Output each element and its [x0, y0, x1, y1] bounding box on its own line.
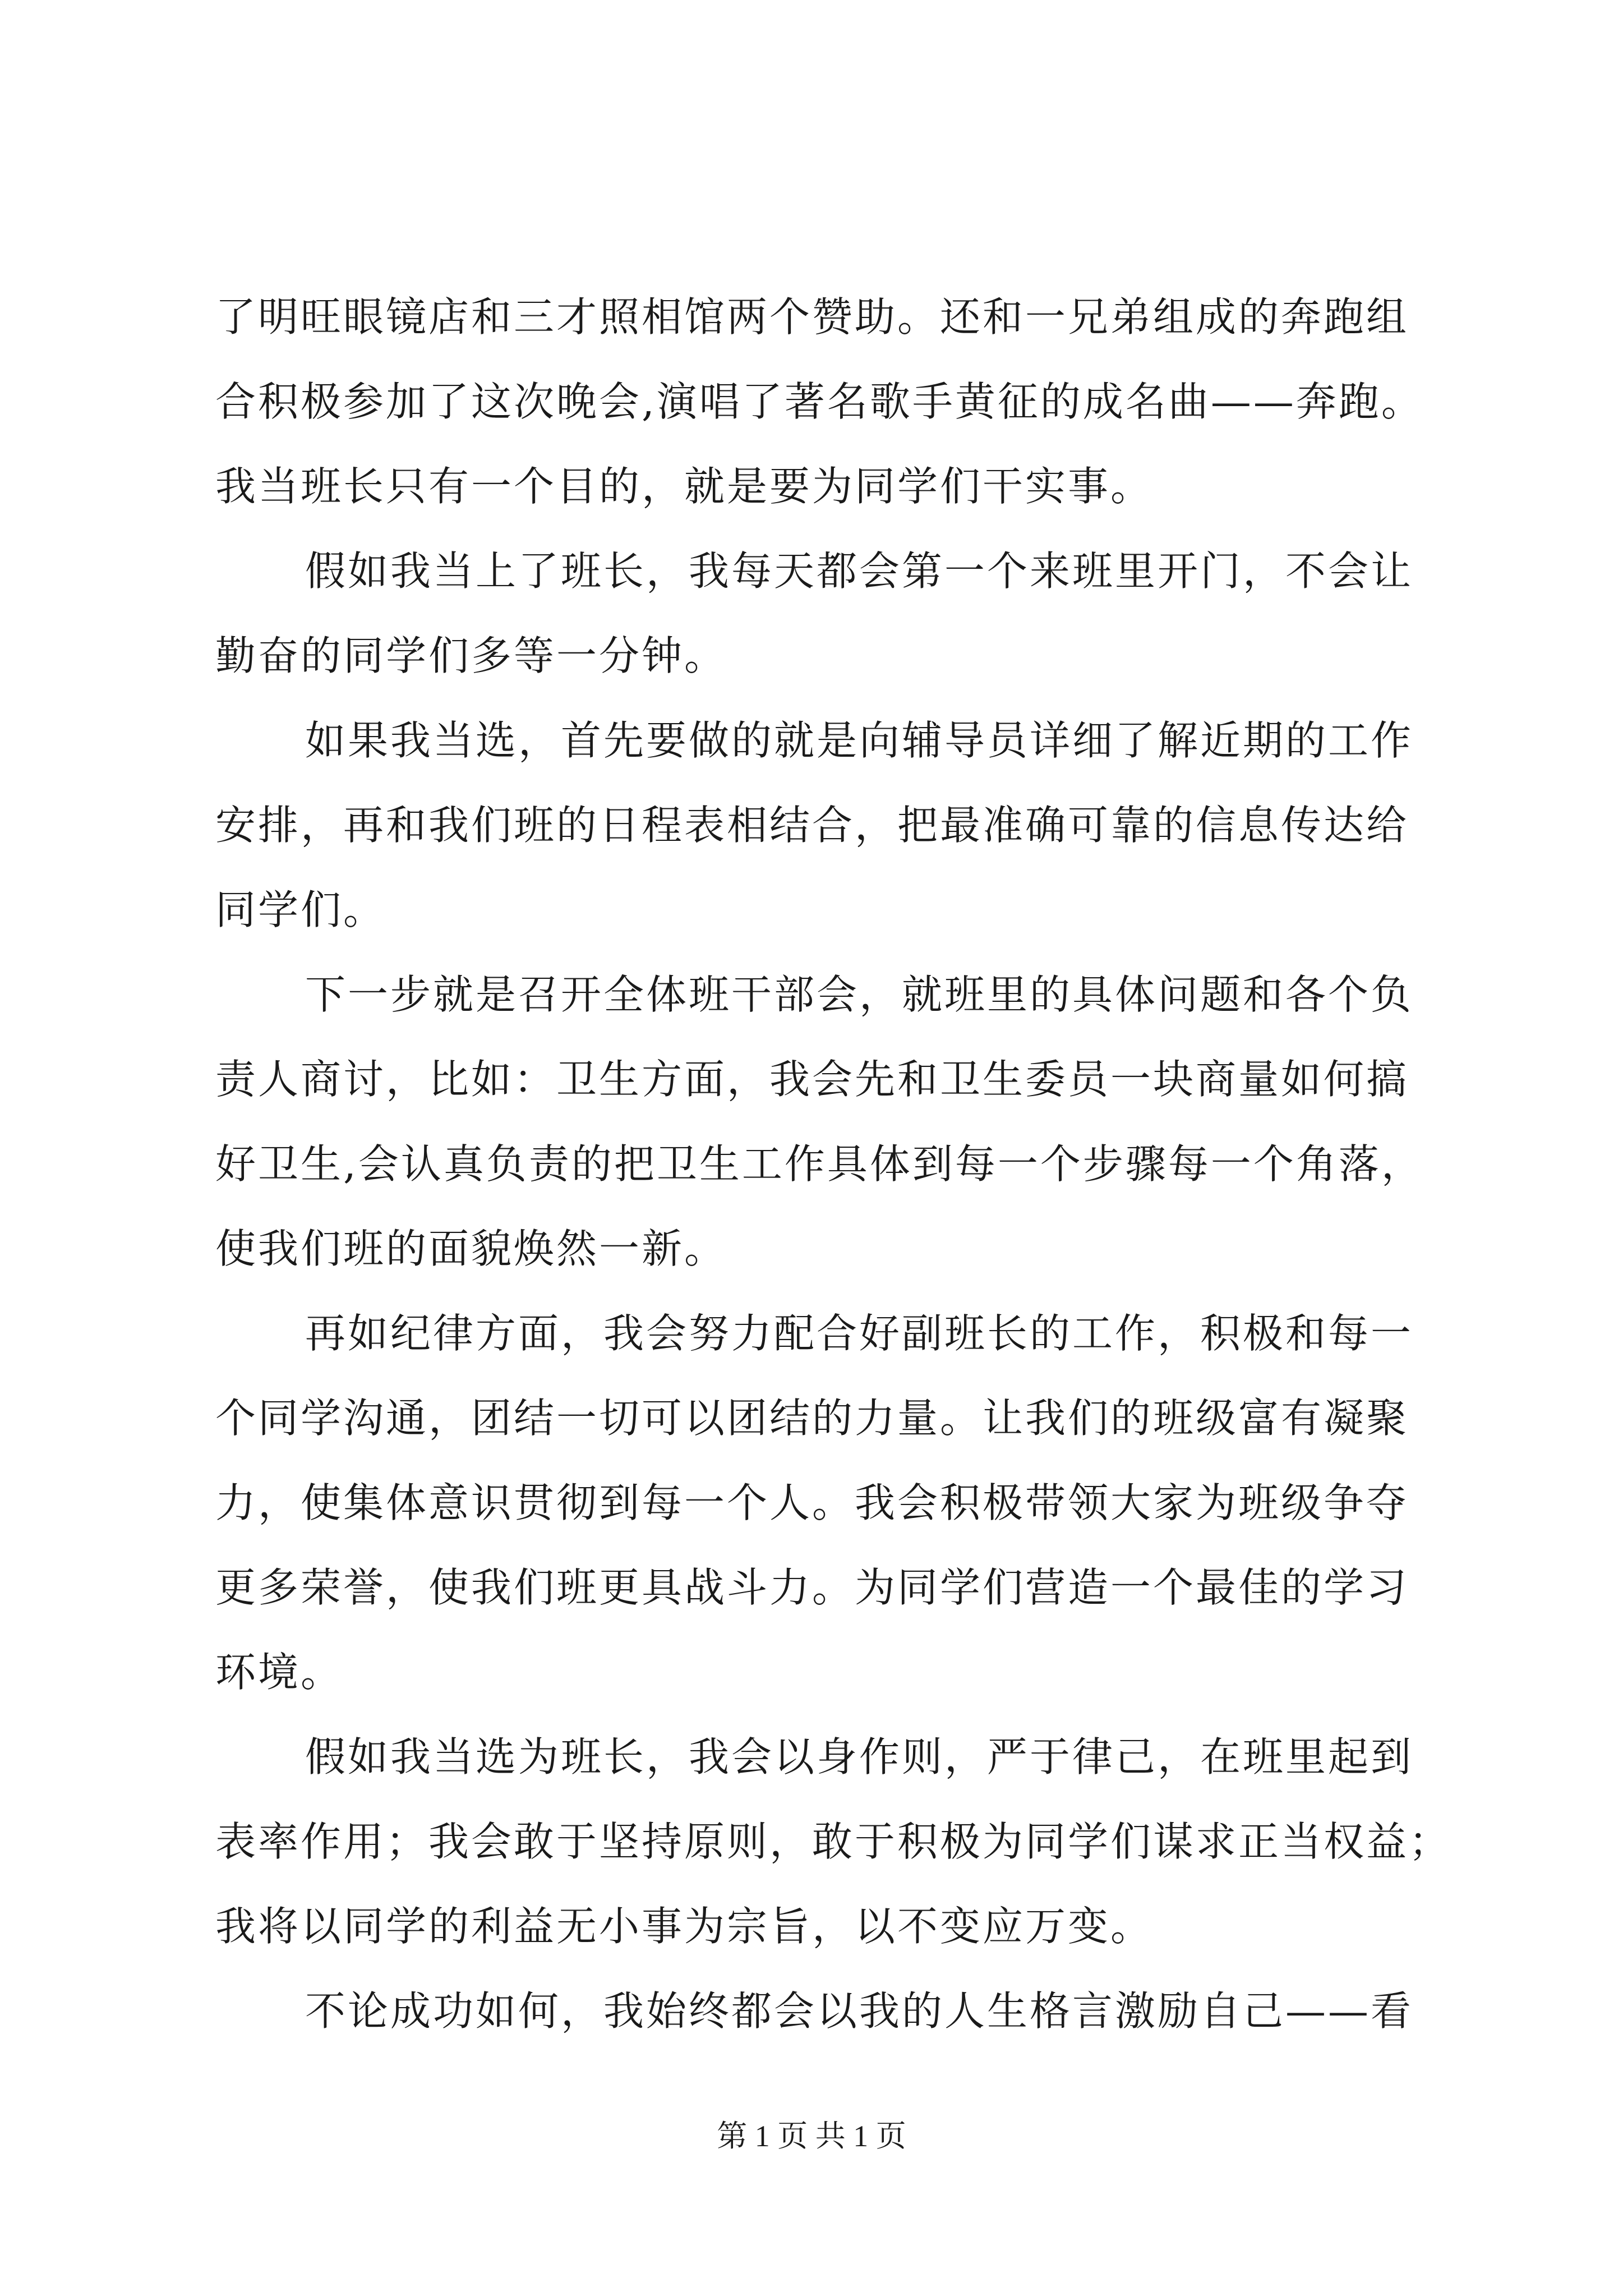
document-body: [215, 275, 1452, 2054]
text-line-13: 再如纪律方面，我会努力配合好副班长的工作，积极和每一: [305, 1310, 1414, 1357]
text-line-20: 我将以同学的利益无小事为宗旨，以不变应万变。: [215, 1903, 1154, 1950]
text-line-16: 更多荣誉，使我们班更具战斗力。为同学们营造一个最佳的学习: [215, 1564, 1409, 1611]
text-line-21: 不论成功如何，我始终都会以我的人生格言激励自己——看: [305, 1987, 1414, 2035]
text-line-17: 环境。: [215, 1649, 344, 1696]
text-line-15: 力，使集体意识贯彻到每一个人。我会积极带领大家为班级争夺: [215, 1479, 1409, 1526]
text-line-18: 假如我当选为班长，我会以身作则，严于律己，在班里起到: [305, 1733, 1414, 1780]
text-line-3: 我当班长只有一个目的，就是要为同学们干实事。: [215, 463, 1154, 510]
text-line-10: 责人商讨，比如：卫生方面，我会先和卫生委员一块商量如何搞: [215, 1056, 1409, 1103]
page-footer: [0, 2112, 1623, 2155]
text-line-5: 勤奋的同学们多等一分钟。: [215, 632, 727, 679]
text-line-2: 合积极参加了这次晚会,演唱了著名歌手黄征的成名曲——奔跑。: [215, 378, 1424, 425]
text-line-8: 同学们。: [215, 886, 386, 933]
text-line-19: 表率作用；我会敢于坚持原则，敢于积极为同学们谋求正当权益；: [215, 1818, 1452, 1865]
text-line-6: 如果我当选，首先要做的就是向辅导员详细了解近期的工作: [305, 717, 1414, 764]
text-line-9: 下一步就是召开全体班干部会，就班里的具体问题和各个负: [305, 971, 1414, 1018]
text-line-4: 假如我当上了班长，我每天都会第一个来班里开门，不会让: [305, 547, 1414, 595]
text-line-7: 安排，再和我们班的日程表相结合，把最准确可靠的信息传达给: [215, 802, 1409, 849]
page-number: 第 1 页 共 1 页: [717, 2119, 906, 2153]
text-line-11: 好卫生,会认真负责的把卫生工作具体到每一个步骤每一个角落，: [215, 1140, 1424, 1188]
text-line-1: 了明旺眼镜店和三才照相馆两个赞助。还和一兄弟组成的奔跑组: [215, 293, 1409, 341]
text-line-12: 使我们班的面貌焕然一新。: [215, 1225, 727, 1272]
text-line-14: 个同学沟通，团结一切可以团结的力量。让我们的班级富有凝聚: [215, 1395, 1409, 1442]
